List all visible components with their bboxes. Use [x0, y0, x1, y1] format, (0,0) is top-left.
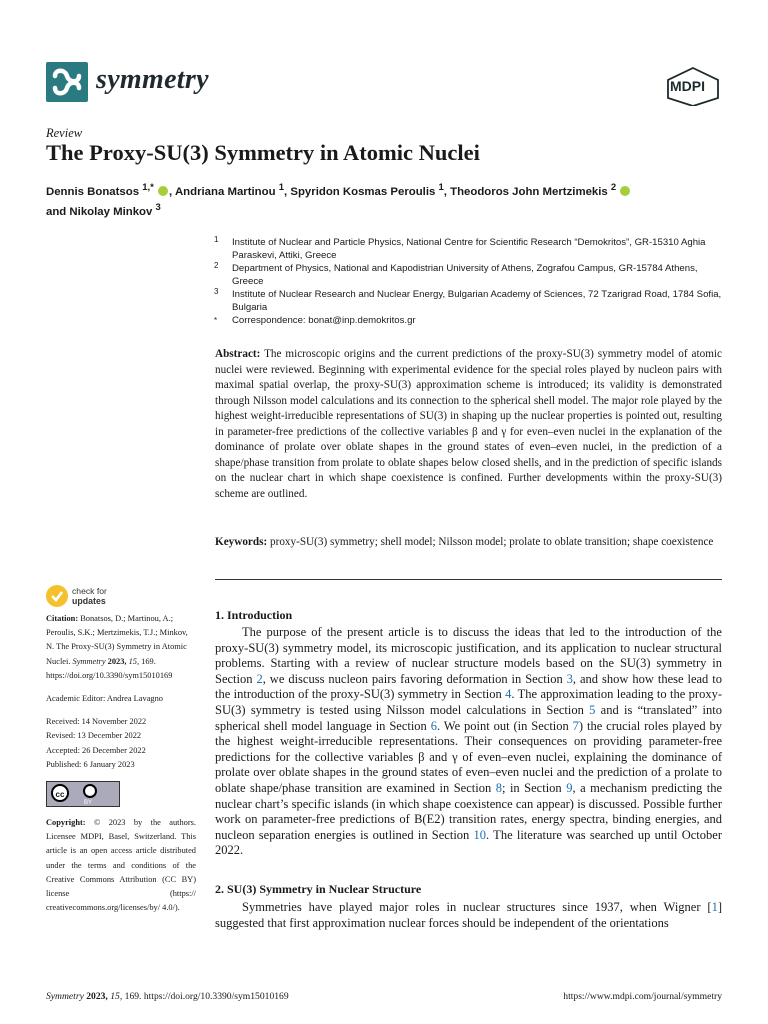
author-name[interactable]: Nikolay Minkov	[69, 206, 153, 219]
text: ) the crucial roles played by the highest weight-irreducible representations. Their consequences on providing parameter-free predictions for the collective variables β and γ of even–even nuclei, explaining the dominance of prolate over oblate shapes in the ground states of even–even nuclei and the prediction of a prolate to oblate shape/phase transition are examined in Section	[215, 718, 722, 795]
section-link[interactable]: 5	[589, 702, 596, 717]
orcid-icon[interactable]	[158, 186, 168, 196]
section-divider	[215, 579, 722, 580]
affiliation-mark: 3	[214, 287, 219, 296]
copyright	[46, 816, 196, 915]
affiliation-text: Institute of Nuclear Research and Nuclear Energy, Bulgarian Academy of Sciences, 72 Tzarigrad Road, 1784 Sofia, Bulgaria	[232, 289, 722, 313]
mdpi-logo	[664, 66, 722, 111]
section-link[interactable]: 10	[473, 827, 487, 842]
correspondence-text[interactable]: Correspondence: bonat@inp.demokritos.gr	[232, 315, 416, 326]
citation-doi[interactable]: 169. https://doi.org/10.3390/sym15010169	[46, 656, 173, 680]
section-link[interactable]: 6	[430, 718, 437, 733]
citation-year: 2023,	[107, 656, 127, 666]
abstract-label: Abstract:	[215, 348, 261, 360]
author-affil-sup: 1,*	[142, 182, 154, 193]
footer-journal: Symmetry	[46, 991, 84, 1002]
journal-name: symmetry	[96, 64, 209, 95]
section-heading-introduction: 1. Introduction	[215, 608, 293, 622]
affiliation	[210, 288, 730, 314]
article-type: Review	[46, 126, 83, 140]
footer-year: 2023,	[86, 991, 108, 1002]
section-link[interactable]: 2	[256, 671, 263, 686]
author-name[interactable]: Theodoros John Mertzimekis	[450, 185, 608, 198]
article-title: The Proxy-SU(3) Symmetry in Atomic Nuclei	[46, 140, 480, 165]
text: ] suggested that first approximation nuclear forces should be independent of the orientations	[215, 900, 722, 930]
keywords-text: proxy-SU(3) symmetry; shell model; Nilsson model; prolate to oblate transition; shape coexistence	[270, 536, 714, 548]
author-affil-sup: 1	[278, 182, 285, 193]
footer-volume: 15,	[110, 991, 123, 1002]
check-for-updates-button[interactable]	[46, 585, 146, 611]
text: The purpose of the present article is to discuss the ideas that led to the introduction of the proxy-SU(3) symmetry model, its microscopic justification, and its application to nuclear structural problems. Starting with a review of nuclear structure models based on the SU(3) symmetry in Section	[215, 625, 722, 686]
check-updates-line1: check for	[72, 586, 107, 596]
author-affil-sup: 3	[155, 202, 161, 214]
copyright-label: Copyright:	[46, 818, 86, 828]
date-accepted: Accepted: 26 December 2022	[46, 745, 146, 755]
keywords	[215, 535, 722, 551]
citation-volume: 15,	[128, 656, 140, 666]
section-link[interactable]: 3	[566, 671, 573, 686]
text: , a mechanism predicting the nuclear chart’s specific islands (in which shape coexistence can appear) is discussed. Possible further work on parameter-free predictions of B(E2) transition rates, energy spectra, binding energies, and nucleon separation energies is outlined in Section	[215, 780, 722, 842]
text: , we discuss nucleon pairs favoring deformation in Section	[262, 671, 567, 686]
text: . The literature was searched up until October 2022.	[215, 827, 722, 858]
text: . The approximation leading to the proxy-SU(3) symmetry is tested using Nilsson model calculations in Section	[215, 687, 722, 717]
affiliation-text: Department of Physics, National and Kapodistrian University of Athens, Zografou Campus, GR-15784 Athens, Greece	[232, 263, 698, 287]
affiliation	[210, 262, 730, 288]
academic-editor: Academic Editor: Andrea Lavagno	[46, 694, 163, 704]
correspondence	[210, 314, 730, 327]
cc-by-license-badge[interactable]	[46, 781, 120, 807]
affiliation	[210, 236, 730, 262]
text: , and show how these lead to the introduction of the proxy-SU(3) symmetry in Section	[215, 671, 722, 702]
check-updates-icon	[46, 585, 68, 607]
text: Symmetries have played major roles in nuclear structures since 1937, when Wigner [	[242, 900, 712, 914]
affiliation-text: Institute of Nuclear and Particle Physics, National Centre for Scientific Research “Demokritos”, GR-15310 Aghia Paraskevi, Attiki, Greece	[232, 237, 706, 261]
date-published: Published: 6 January 2023	[46, 759, 135, 769]
author-name[interactable]: Dennis Bonatsos	[46, 185, 140, 198]
reference-link[interactable]: 1	[711, 900, 718, 914]
footer-journal-url[interactable]: https://www.mdpi.com/journal/symmetry	[563, 991, 722, 1002]
affiliation-mark: 2	[214, 261, 219, 270]
footer-doi[interactable]: 169. https://doi.org/10.3390/sym15010169	[124, 991, 289, 1002]
footer-citation	[46, 991, 289, 1002]
author-list: Dennis Bonatsos $^{1,*}$ , Andriana Martinou $^1$, Spyridon Kosmas Peroulis $^1$, Theodoros John Mertzimekis $^2$ and Nikolay Minkov $^3$	[46, 180, 726, 221]
affiliations	[210, 236, 730, 327]
cc-by-label: BY	[84, 800, 93, 807]
mdpi-logo-text: MDPI	[670, 78, 705, 94]
text: and is “translated” into spherical shell model language in Section	[215, 702, 722, 733]
orcid-icon[interactable]	[620, 186, 630, 196]
section2-paragraph	[215, 900, 722, 931]
text: ; in Section	[501, 780, 567, 795]
text: . We point out (in Section	[436, 718, 573, 733]
symmetry-logo-icon	[46, 62, 88, 102]
abstract	[215, 347, 722, 502]
keywords-label: Keywords:	[215, 536, 268, 548]
journal-logo	[46, 62, 88, 102]
date-revised: Revised: 13 December 2022	[46, 731, 142, 741]
author-name[interactable]: Andriana Martinou	[174, 185, 276, 198]
abstract-text: The microscopic origins and the current predictions of the proxy-SU(3) symmetry model of atomic nuclei were reviewed. Beginning with experimental evidence for the special roles played by nucleon pairs with maximal spatial overlap, the proxy-SU(3) approximation scheme is introduced; its validity is demonstrated through Nilsson model calculations and its connection to the spherical shell model. The major role played by the highest weight-irreducible representations of SU(3) in shaping up the nuclear properties is pointed out, resulting in parameter-free predictions of the collective variables β and γ for even–even nuclei in the explanation of the dominance of prolate over oblate shapes in the ground states of even–even nuclei, in the prediction of a shape/phase transition from prolate to oblate shapes below closed shells, and in the prediction of specific islands on the nuclear chart in which shape coexistence is confined. Further developments within the proxy-SU(3) scheme are outlined.	[215, 348, 722, 500]
affiliation-mark: 1	[214, 235, 219, 244]
introduction-paragraph	[215, 625, 722, 859]
check-updates-line2: updates	[72, 596, 106, 606]
citation-label: Citation:	[46, 614, 79, 623]
section-link[interactable]: 7	[572, 718, 579, 733]
section-heading-su3: 2. SU(3) Symmetry in Nuclear Structure	[215, 882, 422, 896]
sidebar	[46, 612, 196, 915]
citation-text: Bonatsos, D.; Martinou, A.; Peroulis, S.K.; Mertzimekis, T.J.; Minkov, N. The Proxy-SU(3) Symmetry in Atomic Nuclei.	[46, 614, 188, 666]
cc-icon: cc	[51, 784, 69, 802]
citation-journal: Symmetry	[72, 656, 106, 666]
copyright-text: © 2023 by the authors. Licensee MDPI, Basel, Switzerland. This article is an open access article distributed under the terms and conditions of the Creative Commons Attribution (CC BY) license (https:// creativecommons.org/licenses/by/ 4.0/).	[46, 818, 197, 913]
author-name[interactable]: Spyridon Kosmas Peroulis	[290, 185, 436, 198]
author-affil-sup: 2	[610, 182, 617, 193]
author-affil-sup: 1	[438, 182, 444, 193]
section-link[interactable]: 8	[495, 780, 502, 795]
date-received: Received: 14 November 2022	[46, 717, 147, 727]
affiliation-mark: *	[214, 316, 218, 325]
citation	[46, 612, 196, 683]
section-link[interactable]: 9	[566, 780, 573, 795]
section-link[interactable]: 4	[505, 687, 512, 702]
